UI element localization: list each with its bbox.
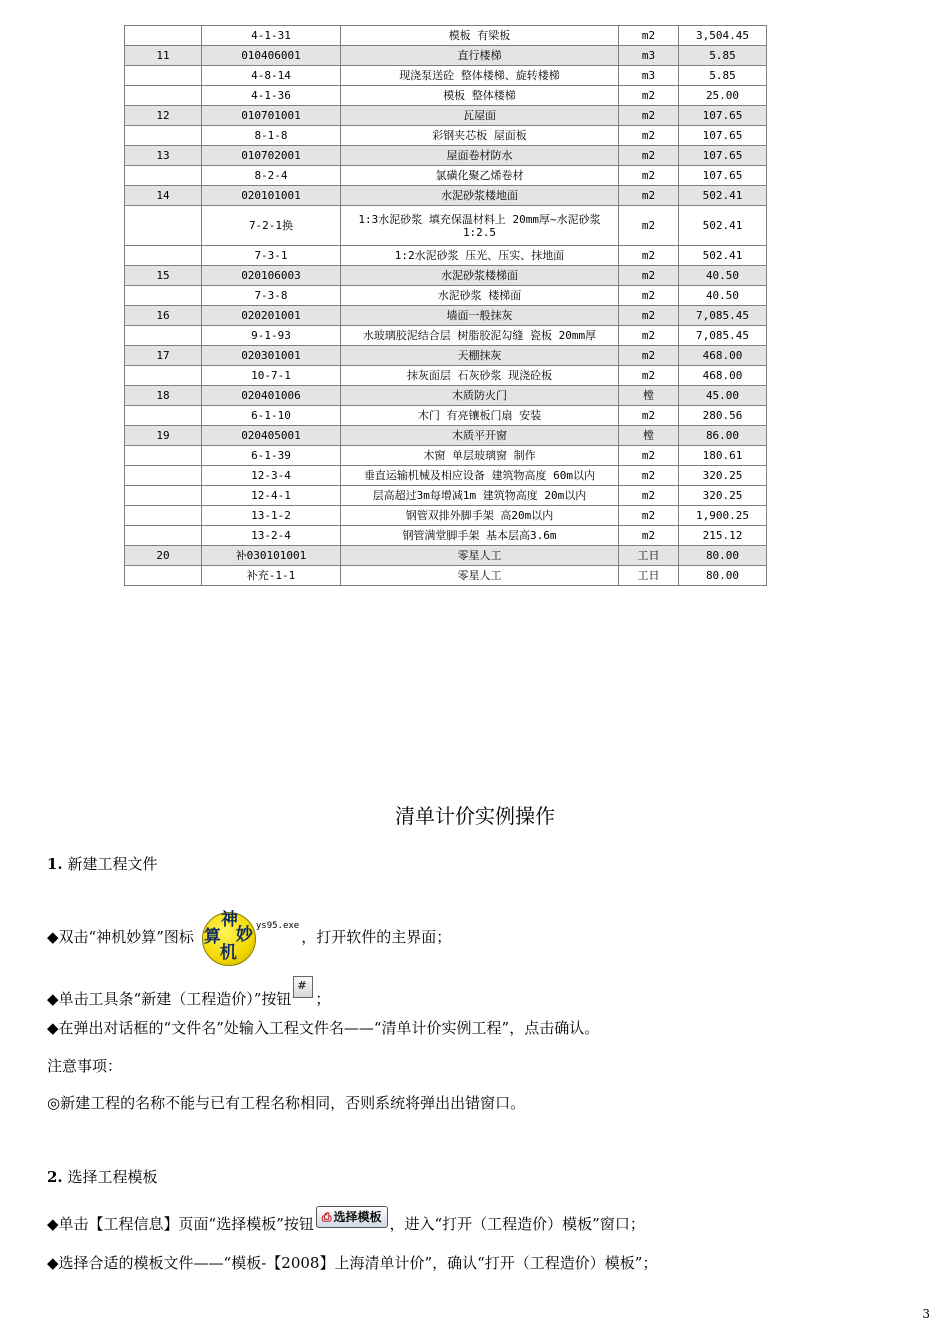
quota-sub-row <box>125 566 767 586</box>
cell-unit: m2 <box>619 86 679 106</box>
cell-name: 1:3水泥砂浆 填充保温材料上 20mm厚~水泥砂浆1:2.5 <box>341 206 619 246</box>
cell-qty: 107.65 <box>679 126 767 146</box>
app-icon-glyph: 妙 <box>235 925 253 945</box>
cell-code: 12-3-4 <box>202 466 341 486</box>
cell-code: 4-1-31 <box>202 26 341 46</box>
bill-item-row <box>125 146 767 166</box>
cell-no <box>125 566 202 586</box>
cell-unit: m2 <box>619 186 679 206</box>
cell-unit: 工日 <box>619 566 679 586</box>
cell-name: 1:2水泥砂浆 压光、压实、抹地面 <box>341 246 619 266</box>
step-2-heading-text: 选择工程模板 <box>67 1168 158 1186</box>
cell-unit: m2 <box>619 26 679 46</box>
cell-unit: m2 <box>619 266 679 286</box>
bullet-text: ，进入“打开（工程造价）模板”窗口； <box>389 1215 645 1233</box>
cell-no <box>125 166 202 186</box>
cell-qty: 7,085.45 <box>679 306 767 326</box>
cell-unit: m2 <box>619 326 679 346</box>
new-project-icon[interactable] <box>293 976 313 998</box>
cell-code: 010406001 <box>202 46 341 66</box>
print-template-icon: ⎙ <box>321 1210 332 1224</box>
select-template-label: 选择模板 <box>333 1210 382 1224</box>
quota-sub-row <box>125 286 767 306</box>
cell-qty: 80.00 <box>679 566 767 586</box>
step-1-bullet-new <box>47 976 330 1009</box>
cell-unit: m2 <box>619 246 679 266</box>
cell-no <box>125 526 202 546</box>
cell-qty: 25.00 <box>679 86 767 106</box>
cell-code: 8-1-8 <box>202 126 341 146</box>
cell-name: 水泥砂浆 楼梯面 <box>341 286 619 306</box>
bill-item-row <box>125 346 767 366</box>
shenji-miaosuan-app-icon[interactable] <box>202 912 254 964</box>
new-icon-glyph: # <box>297 979 307 992</box>
select-template-button[interactable] <box>316 1206 388 1228</box>
bill-item-row <box>125 46 767 66</box>
cell-no <box>125 246 202 266</box>
cell-qty: 107.65 <box>679 146 767 166</box>
cell-unit: m2 <box>619 106 679 126</box>
cell-no: 11 <box>125 46 202 66</box>
cell-code: 8-2-4 <box>202 166 341 186</box>
cell-qty: 280.56 <box>679 406 767 426</box>
app-icon-glyph: 机 <box>219 943 237 963</box>
cell-name: 抹灰面层 石灰砂浆 现浇砼板 <box>341 366 619 386</box>
cell-name: 木质平开窗 <box>341 426 619 446</box>
quota-sub-row <box>125 526 767 546</box>
step-2-heading <box>47 1166 157 1187</box>
quota-sub-row <box>125 246 767 266</box>
cell-unit: m2 <box>619 166 679 186</box>
cell-name: 水玻璃胶泥结合层 树脂胶泥勾缝 瓷板 20mm厚 <box>341 326 619 346</box>
cell-name: 现浇泵送砼 整体楼梯、旋转楼梯 <box>341 66 619 86</box>
bill-item-row <box>125 106 767 126</box>
cell-name: 天棚抹灰 <box>341 346 619 366</box>
app-icon-glyph: 算 <box>203 927 221 947</box>
quota-sub-row <box>125 506 767 526</box>
cell-unit: 樘 <box>619 426 679 446</box>
cell-qty: 320.25 <box>679 486 767 506</box>
quota-sub-row <box>125 446 767 466</box>
cell-unit: m2 <box>619 286 679 306</box>
cell-unit: m2 <box>619 146 679 166</box>
quota-sub-row <box>125 406 767 426</box>
cell-name: 木质防火门 <box>341 386 619 406</box>
step-2-bullet-choose-file: ◆选择合适的模板文件——“模板-【2008】上海清单计价”，确认“打开（工程造价）模板”； <box>47 1254 658 1272</box>
cell-code: 9-1-93 <box>202 326 341 346</box>
cell-name: 零星人工 <box>341 546 619 566</box>
cell-code: 10-7-1 <box>202 366 341 386</box>
cell-qty: 80.00 <box>679 546 767 566</box>
cell-unit: m2 <box>619 486 679 506</box>
cell-code: 补充-1-1 <box>202 566 341 586</box>
cell-qty: 468.00 <box>679 346 767 366</box>
cell-qty: 502.41 <box>679 186 767 206</box>
quota-sub-row <box>125 166 767 186</box>
cell-name: 水泥砂浆楼地面 <box>341 186 619 206</box>
cell-code: 13-2-4 <box>202 526 341 546</box>
step-1-heading <box>47 853 157 874</box>
cell-code: 补030101001 <box>202 546 341 566</box>
cell-name: 木窗 单层玻璃窗 制作 <box>341 446 619 466</box>
bullet-text: ◆单击工具条“新建（工程造价）”按钮 <box>47 990 292 1008</box>
cell-unit: m2 <box>619 406 679 426</box>
cell-unit: m2 <box>619 306 679 326</box>
cell-unit: m2 <box>619 366 679 386</box>
cell-unit: m2 <box>619 466 679 486</box>
step-2-number: 2. <box>47 1168 63 1186</box>
cell-qty: 502.41 <box>679 246 767 266</box>
cell-unit: m3 <box>619 66 679 86</box>
cell-name: 钢管满堂脚手架 基本层高3.6m <box>341 526 619 546</box>
cell-code: 020106003 <box>202 266 341 286</box>
cell-qty: 180.61 <box>679 446 767 466</box>
bill-item-row <box>125 266 767 286</box>
cell-code: 7-2-1换 <box>202 206 341 246</box>
note-label: 注意事项： <box>47 1057 123 1075</box>
cell-qty: 107.65 <box>679 106 767 126</box>
cell-name: 氯磺化聚乙烯卷材 <box>341 166 619 186</box>
step-2-bullet-select <box>47 1206 645 1239</box>
cell-name: 零星人工 <box>341 566 619 586</box>
cell-no: 12 <box>125 106 202 126</box>
cell-code: 020401006 <box>202 386 341 406</box>
cell-no: 19 <box>125 426 202 446</box>
cell-no <box>125 446 202 466</box>
quota-table <box>124 25 766 586</box>
cell-no: 15 <box>125 266 202 286</box>
cell-name: 墙面一般抹灰 <box>341 306 619 326</box>
cell-code: 010702001 <box>202 146 341 166</box>
cell-qty: 40.50 <box>679 286 767 306</box>
cell-qty: 40.50 <box>679 266 767 286</box>
cell-code: 020101001 <box>202 186 341 206</box>
cell-code: 020201001 <box>202 306 341 326</box>
bill-item-row <box>125 186 767 206</box>
exe-filename: ys95.exe <box>255 921 300 931</box>
cell-no <box>125 86 202 106</box>
cell-qty: 7,085.45 <box>679 326 767 346</box>
note-text: ◎新建工程的名称不能与已有工程名称相同，否则系统将弹出出错窗口。 <box>47 1094 526 1112</box>
cell-qty: 45.00 <box>679 386 767 406</box>
section-title: 清单计价实例操作 <box>395 804 555 828</box>
cell-qty: 86.00 <box>679 426 767 446</box>
cell-no <box>125 466 202 486</box>
cell-name: 水泥砂浆楼梯面 <box>341 266 619 286</box>
cell-qty: 5.85 <box>679 66 767 86</box>
cell-name: 钢管双排外脚手架 高20m以内 <box>341 506 619 526</box>
bullet-text: ； <box>315 990 331 1008</box>
quota-sub-row <box>125 126 767 146</box>
cell-no: 17 <box>125 346 202 366</box>
cell-no <box>125 366 202 386</box>
cell-no <box>125 486 202 506</box>
cell-name: 屋面卷材防水 <box>341 146 619 166</box>
cell-name: 模板 整体楼梯 <box>341 86 619 106</box>
bill-item-row <box>125 306 767 326</box>
cell-code: 6-1-10 <box>202 406 341 426</box>
bill-item-row <box>125 546 767 566</box>
cell-name: 彩钢夹芯板 屋面板 <box>341 126 619 146</box>
cell-unit: m2 <box>619 206 679 246</box>
quota-sub-row <box>125 466 767 486</box>
cell-no: 14 <box>125 186 202 206</box>
cell-no: 13 <box>125 146 202 166</box>
step-1-heading-text: 新建工程文件 <box>67 855 158 873</box>
quota-sub-row <box>125 206 767 246</box>
cell-name: 层高超过3m每增减1m 建筑物高度 20m以内 <box>341 486 619 506</box>
cell-no <box>125 506 202 526</box>
cell-qty: 107.65 <box>679 166 767 186</box>
step-1-bullet-open-app <box>47 896 451 967</box>
cell-unit: m2 <box>619 506 679 526</box>
cell-name: 瓦屋面 <box>341 106 619 126</box>
quota-sub-row <box>125 66 767 86</box>
cell-name: 模板 有梁板 <box>341 26 619 46</box>
cell-qty: 468.00 <box>679 366 767 386</box>
cell-unit: m2 <box>619 346 679 366</box>
bill-item-row <box>125 426 767 446</box>
cell-qty: 5.85 <box>679 46 767 66</box>
cell-no <box>125 206 202 246</box>
cell-qty: 502.41 <box>679 206 767 246</box>
cell-no: 20 <box>125 546 202 566</box>
cell-qty: 3,504.45 <box>679 26 767 46</box>
cell-no <box>125 126 202 146</box>
bullet-text: ◆双击“神机妙算”图标 <box>47 928 194 946</box>
app-icon-glyph: 神 <box>220 910 238 930</box>
cell-name: 木门 有亮镶板门扇 安装 <box>341 406 619 426</box>
quota-sub-row <box>125 26 767 46</box>
cell-qty: 215.12 <box>679 526 767 546</box>
cell-qty: 320.25 <box>679 466 767 486</box>
cell-code: 6-1-39 <box>202 446 341 466</box>
cell-code: 010701001 <box>202 106 341 126</box>
cell-code: 7-3-1 <box>202 246 341 266</box>
cell-unit: 工日 <box>619 546 679 566</box>
cell-code: 4-1-36 <box>202 86 341 106</box>
cell-qty: 1,900.25 <box>679 506 767 526</box>
cell-no <box>125 26 202 46</box>
cell-name: 垂直运输机械及相应设备 建筑物高度 60m以内 <box>341 466 619 486</box>
cell-no <box>125 406 202 426</box>
cell-no <box>125 326 202 346</box>
cell-unit: m2 <box>619 526 679 546</box>
cell-unit: m2 <box>619 126 679 146</box>
cell-code: 020405001 <box>202 426 341 446</box>
cell-code: 12-4-1 <box>202 486 341 506</box>
quota-sub-row <box>125 326 767 346</box>
cell-code: 4-8-14 <box>202 66 341 86</box>
step-1-bullet-filename: ◆在弹出对话框的“文件名”处输入工程文件名——“清单计价实例工程”，点击确认。 <box>47 1019 600 1037</box>
quota-sub-row <box>125 86 767 106</box>
cell-no <box>125 66 202 86</box>
bullet-text: ◆单击【工程信息】页面“选择模板”按钮 <box>47 1215 314 1233</box>
cell-code: 7-3-8 <box>202 286 341 306</box>
cell-code: 13-1-2 <box>202 506 341 526</box>
cell-no <box>125 286 202 306</box>
cell-unit: m3 <box>619 46 679 66</box>
bullet-text: ，打开软件的主界面； <box>301 928 452 946</box>
page-number: 3 <box>922 1307 930 1321</box>
quota-sub-row <box>125 486 767 506</box>
cell-no: 16 <box>125 306 202 326</box>
bill-item-row <box>125 386 767 406</box>
cell-unit: 樘 <box>619 386 679 406</box>
cell-no: 18 <box>125 386 202 406</box>
cell-unit: m2 <box>619 446 679 466</box>
quota-sub-row <box>125 366 767 386</box>
step-1-number: 1. <box>47 855 63 873</box>
cell-code: 020301001 <box>202 346 341 366</box>
cell-name: 直行楼梯 <box>341 46 619 66</box>
